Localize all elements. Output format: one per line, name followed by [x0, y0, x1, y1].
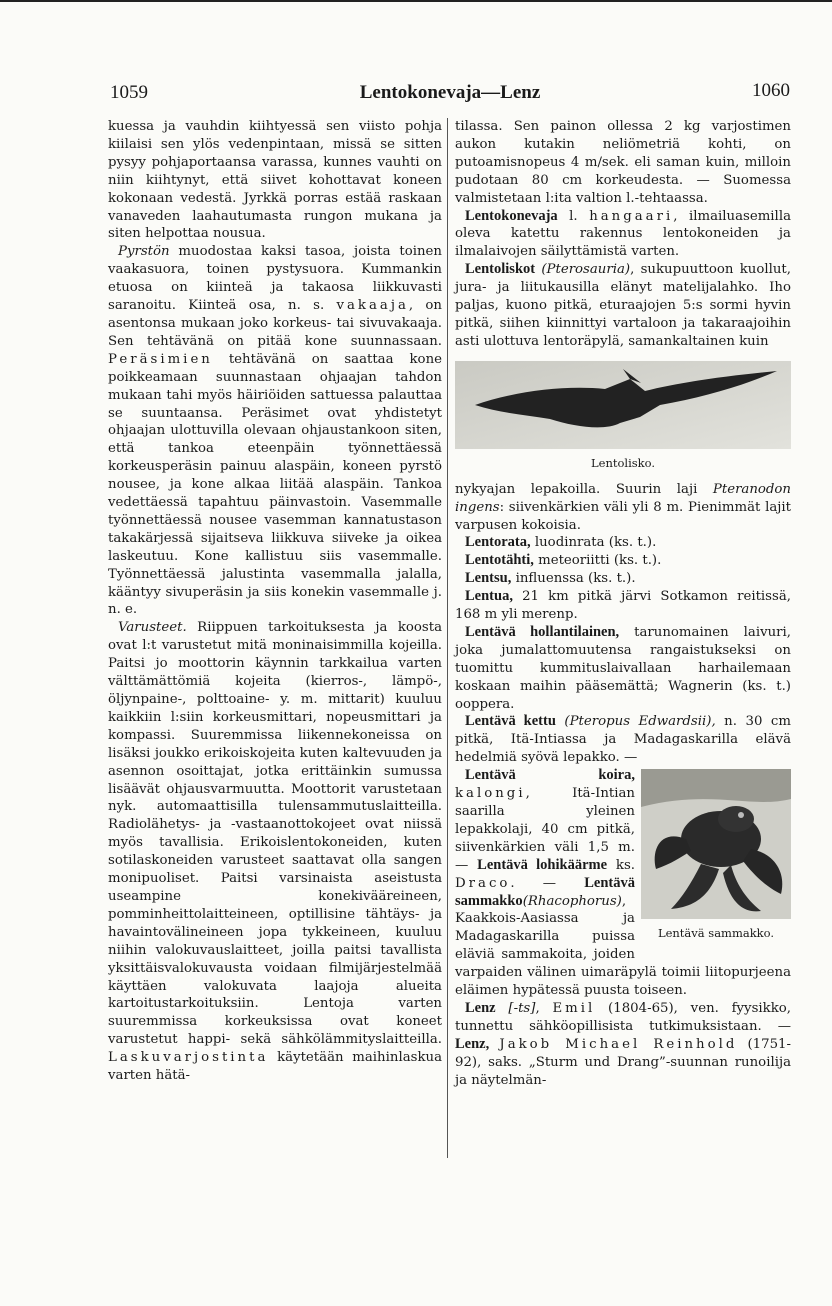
- latin-name: (Pterosauria): [541, 262, 631, 278]
- top-border-line: [0, 0, 832, 2]
- entry-headword: Lentävä kettu: [465, 713, 556, 730]
- entry-lentorata: [455, 534, 791, 552]
- text-run: , ilmailuasemilla oleva katettu rakennus lentokoneiden ja ilmalaivojen säilyttämistä varten.: [455, 208, 791, 260]
- term-perasimien: Peräsimien: [108, 351, 213, 367]
- pterosaur-image: [455, 361, 791, 449]
- entry-lentoliskot: [455, 261, 791, 351]
- text-run: ks.: [607, 857, 636, 873]
- page-number-right: 1060: [752, 80, 790, 101]
- term-jakob-michael-reinhold: Jakob Michael Reinhold: [499, 1036, 738, 1052]
- term-pyrston: Pyrstön: [118, 244, 170, 260]
- entry-lentokonevaja: [455, 208, 791, 262]
- text-run: tarunomainen laivuri, joka jumalattomuutensa rangaistukseksi on tuomittu kummituslaivallaan harhailemaan koskaan maihin pääsemättä; Wagnerin (ks. t.) ooppera.: [455, 624, 792, 712]
- page-header: [110, 80, 790, 110]
- entry-lentua: [455, 588, 791, 624]
- text-run: (1751-92), saks. „Sturm und Drang”-suunnan runoilija ja näytelmän-: [455, 1036, 792, 1088]
- left-paragraph-2: [108, 243, 442, 619]
- term-draco: Draco: [455, 875, 511, 891]
- entry-headword: Lentävä hollantilainen,: [465, 623, 620, 640]
- left-paragraph-3: [108, 619, 442, 1085]
- text-run: : siivenkärkien väli yli 8 m. Pienimmät lajit varpusen kokoisia.: [455, 499, 791, 533]
- right-column: [455, 118, 791, 1090]
- text-run: , on asentonsa mukaan joko korkeus- tai sivuvakaaja. Sen tehtävänä on pitää kone suunnassaan.: [108, 298, 442, 349]
- entry-headword: Lentorata,: [465, 534, 531, 551]
- text-run: Riippuen tarkoituksesta ja koosta ovat l:t varustetut mitä moninaisimmilla kojeilla. Paitsi jo moottorin käynnin tarkkailua varten välttämättömiä kojeita (kierros-, lämpö-, öljynpaine-, polttoaine- y. m. mittarit) kuuluu kaikkiin l:siin korkeusmittari, nopeusmittari ja kompassi. Suuremmissa liikennekoneissa on lisäksi joukko erikoiskojeita kuten kaltevuuden ja asennon osoittajat, jotka erittäinkin sumussa lisäävät ohjausvarmuutta. Moottorit varustetaan nyk. automaattisilla tulensammutuslaitteilla. Radiolähetys- ja -vastaanottokojeet ovat niissä myös tavallisia. Erikoislentokoneiden, kuten sotilaskoneiden varusteet saattavat olla sangen monipuoliset. Paitsi varsinaista aseistusta useampine konekivääreineen, pomminheittolaitteineen, optillisine tähtäys- ja havaintovälineineen jopa tykkeineen, kuuluu niihin valokuvauslaitteet, joilla paitsi tavallista yksittäisvalokuvausta voidaan filmijärjestelmää käyttäen valokuvata laajoja alueita kartoitustarkoituksiin. Lentoja varten suuremmissa korkeuksissa ovat koneet varustetut happi- sekä sähkölämmityslaitteilla.: [108, 620, 442, 1048]
- term-varusteet: Varusteet.: [118, 620, 187, 636]
- term-kalongi: kalongi: [455, 786, 526, 802]
- flying-frog-illustration: [641, 769, 791, 943]
- entry-headword: Lentsu,: [465, 570, 512, 587]
- text-run: (1804-65), ven. fyysikko, tunnettu sähköopillisista tutkimuksistaan. —: [455, 1000, 791, 1034]
- term-emil: Emil: [552, 1000, 596, 1016]
- text-run: luodinrata (ks. t.).: [530, 535, 657, 551]
- latin-name: Pteranodon ingens: [455, 481, 791, 515]
- pronunciation: [-ts]: [508, 1000, 536, 1016]
- latin-name: (Pteropus Edwardsii),: [564, 714, 716, 730]
- entry-lentsu: [455, 570, 791, 588]
- page-number-left: 1059: [110, 82, 148, 103]
- entry-headword: Lentua,: [465, 588, 513, 605]
- text-run: , Itä-Intian saarilla yleinen lepakkolaji, 40 cm pitkä, siivenkärkien väli 1,5 m. —: [455, 786, 635, 873]
- text-run: muodostaa kaksi tasoa, joista toinen vaakasuora, toinen pystysuora. Kummankin etuosa on kiinteä ja takaosa liikkuvasti saranoitu. Kiinteä osa, n. s.: [108, 244, 442, 314]
- flying-frog-image: [641, 769, 791, 919]
- text-run: influenssa (ks. t.).: [511, 571, 636, 587]
- text-run: 21 km pitkä järvi Sotkamon reitissä, 168 m yli merenp.: [455, 589, 791, 623]
- term-vakaaja: vakaaja: [336, 298, 409, 314]
- text-run: nykyajan lepakoilla. Suurin laji: [455, 481, 713, 497]
- entry-lentava-kettu: [455, 713, 791, 767]
- entry-lentotahti: [455, 552, 791, 570]
- text-run: meteoriitti (ks. t.).: [533, 553, 662, 569]
- entry-headword: Lentokonevaja: [465, 207, 558, 224]
- entry-headword: Lenz,: [455, 1035, 490, 1052]
- right-paragraph-1: tilassa. Sen painon ollessa 2 kg varjostimen aukon kutakin neliömetriä kohti, on putoamisnopeus 4 m/sek. eli saman kuin, milloin pudotaan 80 cm korkeudesta. — Suomessa valmistetaan l:ita valtion l.-tehtaassa.: [455, 119, 791, 206]
- left-column: [108, 118, 442, 1085]
- flying-frog-caption: Lentävä sammakko.: [657, 926, 775, 941]
- pterosaur-caption: Lentolisko.: [591, 455, 655, 470]
- left-paragraph-1: kuessa ja vauhdin kiihtyessä sen viisto pohja kiilaisi sen ylös vedenpintaan, missä se sitten pysyy pohjaportaansa varassa, kunnes vauhti on niin kiihtynyt, että siivet kohottavat koneen kokonaan vedestä. Jyrkkä porras estää raskaan vanaveden laahautumasta rungon mukana ja siten helpottaa nousua.: [108, 119, 442, 242]
- text-run: , Kaakkois-Aasiassa ja Madagaskarilla puissa eläviä sammakoita, joiden varpaiden välinen uimaräpylä toimii liitopurjeena eläimen hypätessä puusta toiseen.: [455, 893, 791, 999]
- entry-headword: Lenz: [465, 999, 496, 1016]
- entry-headword: Lentotähti,: [465, 552, 534, 569]
- text-run: . —: [510, 875, 585, 891]
- term-hangaari: hangaari: [589, 208, 674, 224]
- text-run: l.: [557, 208, 590, 224]
- pterosaur-illustration: [455, 361, 791, 449]
- entry-headword: Lentävä lohikäärme: [477, 856, 608, 873]
- term-laskuvarjostinta: Laskuvarjostinta: [108, 1050, 269, 1066]
- right-paragraph-2: [455, 481, 791, 535]
- text-run: tehtävänä on saattaa kone poikkeamaan suunnastaan ohjaajan tahdon mukaan tahi myös häiriöiden sattuessa palauttaa se suuntaansa. Peräsimet ovat yhdistetyt ohjaajan ulottuvilla olevaan ohjaustankoon siten, että tankoa eteenpäin työnnettäessä korkeusperäsin painuu alaspäin, koneen pyrstö nousee, ja kone alkaa liitää alaspäin. Tankoa vedettäessä tapahtuu päinvastoin. Vasemmalle työnnettäessä nousee vasemman kannatustason takakärjessä sijaitseva liikkuva siiveke ja oikea laskeutuu. Kone kallistuu siis vasemmalle. Työnnettäessä jalustinta vasemmalla jalalla, kääntyy sivuperäsin ja siis konekin vasemmalle j. n. e.: [108, 351, 442, 618]
- text-run: n. 30 cm pitkä, Itä-Intiassa ja Madagaskarilla elävä hedelmiä syövä lepakko. —: [455, 714, 791, 766]
- entry-lenz-emil: Lenz [-ts], Emil (1804-65), ven. fyysikko, tunnettu sähköopillisista tutkimuksistaan. — Lenz, Jakob Michael Reinhold (1751-92), saks. „Sturm und Drang”-suunnan runoilija ja näytelmän-: [455, 999, 792, 1088]
- running-title: Lentokonevaja—Lenz: [359, 82, 541, 103]
- latin-name: (Rhacophorus): [522, 893, 622, 909]
- entry-headword: Lentävä koira,: [465, 767, 635, 784]
- text-run: käytetään maihinlaskua varten hätä-: [108, 1050, 442, 1084]
- text-run: , sukupuuttoon kuollut, jura- ja liitukausilla elänyt matelijalahko. Iho paljas, kuono pitkä, eturaajojen 5:s sormi hyvin pitkä, siihen kiinnittyi vartaloon ja takaraajoihin asti ulottuva lentoräpylä, samankaltainen kuin: [455, 262, 791, 349]
- entry-headword: Lentoliskot: [465, 261, 536, 278]
- entry-headword: Lentävä sammakko: [455, 874, 635, 909]
- column-divider: [447, 118, 448, 1158]
- entry-lentava-hollantilainen: [455, 624, 791, 714]
